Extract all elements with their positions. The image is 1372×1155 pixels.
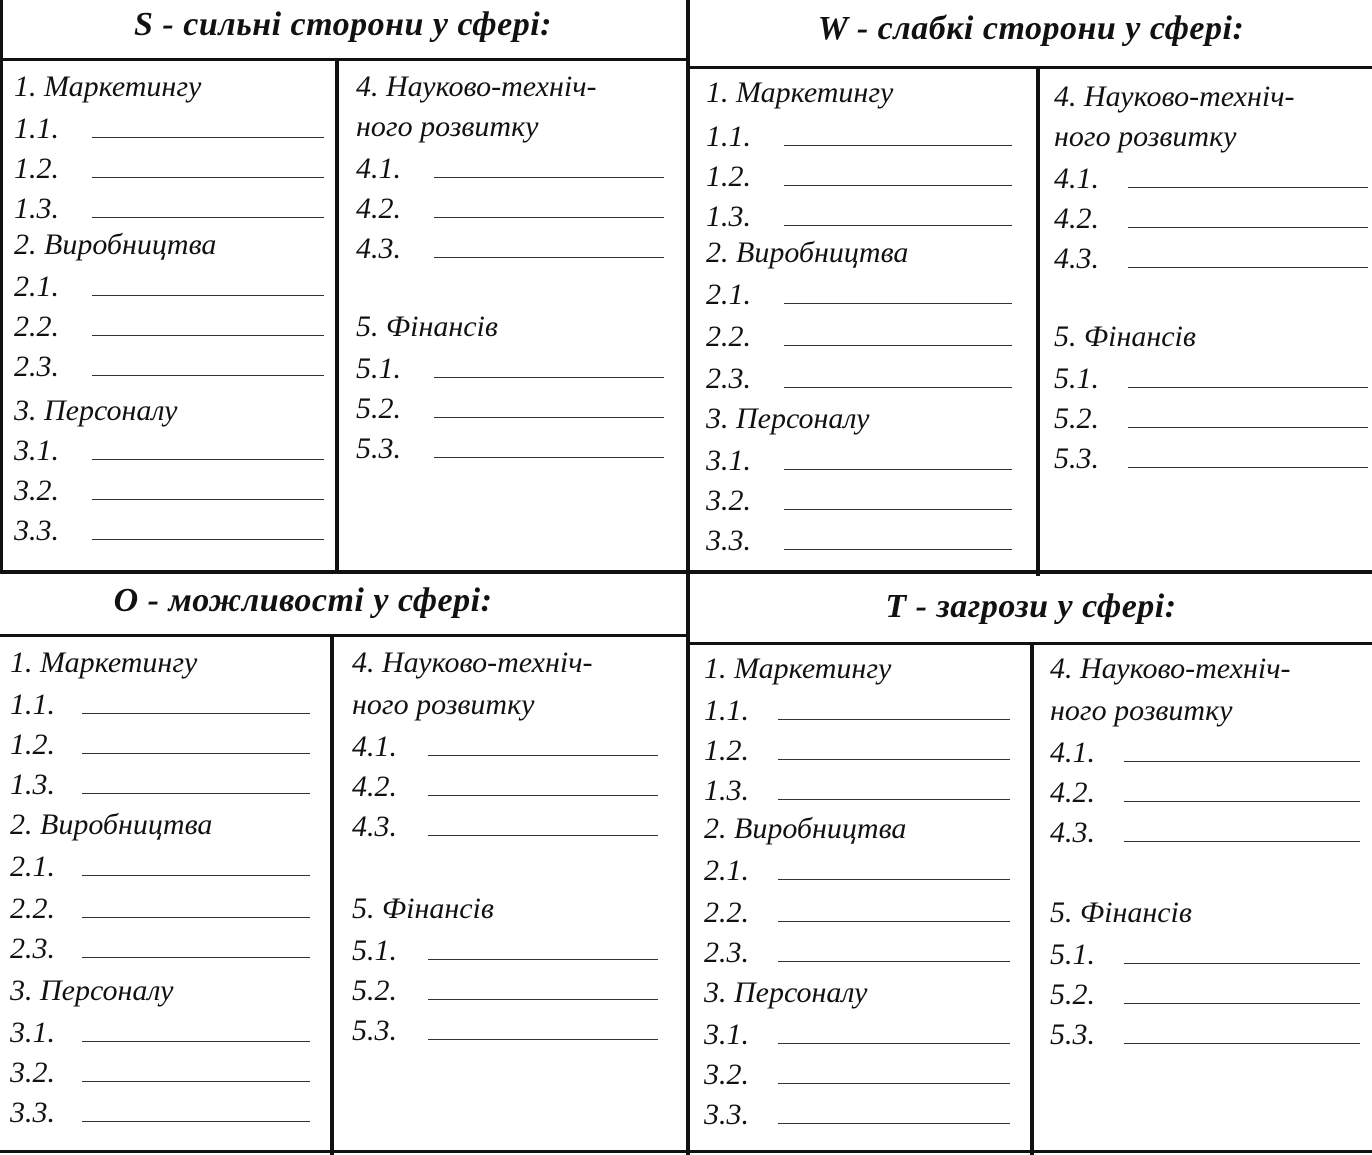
item-number: 2.2. <box>10 892 55 925</box>
list-item <box>706 272 1026 312</box>
list-item <box>14 186 334 226</box>
item-number: 3.2. <box>704 1058 749 1091</box>
item-number: 5.3. <box>352 1014 397 1047</box>
list-item <box>706 478 1026 518</box>
list-item <box>10 722 330 762</box>
quadrant-title: W - слабкі сторони у сфері: <box>817 10 1245 47</box>
item-number: 2.2. <box>14 310 59 343</box>
list-item <box>14 344 334 384</box>
section-title: 5. Фінансів <box>1050 896 1192 929</box>
list-item <box>704 1092 1024 1132</box>
fill-line[interactable] <box>778 1123 1010 1124</box>
section-title: 2. Виробництва <box>704 812 907 845</box>
item-number: 5.1. <box>1054 362 1099 395</box>
item-number: 4.3. <box>356 232 401 265</box>
list-item <box>1054 236 1372 276</box>
item-number: 5.1. <box>352 934 397 967</box>
list-item <box>352 724 672 764</box>
column-left <box>10 646 330 1155</box>
list-item <box>10 886 330 926</box>
column-left <box>706 76 1026 570</box>
item-number: 5.1. <box>356 352 401 385</box>
section-title: 3. Персоналу <box>706 402 870 435</box>
list-item <box>704 768 1024 808</box>
list-item <box>352 804 672 844</box>
divider-col-w <box>1036 68 1040 576</box>
fill-line[interactable] <box>82 1081 310 1082</box>
list-item <box>356 426 672 466</box>
fill-line[interactable] <box>82 793 310 794</box>
section-title: 2. Виробництва <box>10 808 213 841</box>
list-item <box>14 428 334 468</box>
item-number: 2.2. <box>704 896 749 929</box>
item-number: 4.2. <box>1050 776 1095 809</box>
fill-line[interactable] <box>778 719 1010 720</box>
item-number: 1.1. <box>14 112 59 145</box>
divider-header-o <box>0 634 686 637</box>
fill-line[interactable] <box>92 335 324 336</box>
fill-line[interactable] <box>82 1041 310 1042</box>
fill-line[interactable] <box>1128 187 1368 188</box>
fill-line[interactable] <box>1124 841 1360 842</box>
fill-line[interactable] <box>784 549 1012 550</box>
item-number: 4.2. <box>1054 202 1099 235</box>
divider-col-t <box>1030 644 1034 1155</box>
list-item <box>704 930 1024 970</box>
list-item <box>356 346 672 386</box>
item-number: 4.3. <box>1054 242 1099 275</box>
fill-line[interactable] <box>82 875 310 876</box>
fill-line[interactable] <box>92 177 324 178</box>
item-number: 3.3. <box>14 514 59 547</box>
item-number: 5.3. <box>356 432 401 465</box>
list-item <box>14 508 334 548</box>
item-number: 3.1. <box>706 444 751 477</box>
fill-line[interactable] <box>778 799 1010 800</box>
item-number: 4.1. <box>352 730 397 763</box>
fill-line[interactable] <box>82 753 310 754</box>
list-item <box>14 146 334 186</box>
list-item <box>1050 810 1370 850</box>
fill-line[interactable] <box>1128 267 1368 268</box>
item-number: 1.1. <box>704 694 749 727</box>
fill-line[interactable] <box>434 377 664 378</box>
list-item <box>706 194 1026 234</box>
fill-line[interactable] <box>92 499 324 500</box>
item-number: 5.2. <box>352 974 397 1007</box>
list-item <box>14 264 334 304</box>
fill-line[interactable] <box>428 999 658 1000</box>
item-number: 3.1. <box>704 1018 749 1051</box>
section-title: 3. Персоналу <box>14 394 178 427</box>
quadrant-title: T - загрози у сфері: <box>885 588 1177 625</box>
fill-line[interactable] <box>778 961 1010 962</box>
item-number: 1.1. <box>10 688 55 721</box>
section-title: 5. Фінансів <box>352 892 494 925</box>
list-item <box>706 314 1026 354</box>
list-item <box>706 356 1026 396</box>
item-number: 1.2. <box>10 728 55 761</box>
item-number: 1.1. <box>706 120 751 153</box>
item-number: 2.3. <box>10 932 55 965</box>
fill-line[interactable] <box>92 217 324 218</box>
list-item <box>10 762 330 802</box>
list-item <box>356 386 672 426</box>
column-right <box>1050 652 1370 1155</box>
fill-line[interactable] <box>434 457 664 458</box>
list-item <box>1054 356 1372 396</box>
divider-center <box>686 0 690 1155</box>
fill-line[interactable] <box>1124 801 1360 802</box>
section-title: 4. Науково-техніч- <box>356 70 597 103</box>
item-number: 2.2. <box>706 320 751 353</box>
divider-col-s <box>335 60 339 572</box>
quadrant-s <box>0 0 686 570</box>
item-number: 5.3. <box>1050 1018 1095 1051</box>
list-item <box>356 186 672 226</box>
item-number: 2.1. <box>10 850 55 883</box>
fill-line[interactable] <box>784 345 1012 346</box>
section-title: 1. Маркетингу <box>706 76 894 109</box>
item-number: 3.2. <box>10 1056 55 1089</box>
section-title: 2. Виробництва <box>14 228 217 261</box>
item-number: 4.3. <box>1050 816 1095 849</box>
item-number: 5.2. <box>1050 978 1095 1011</box>
list-item <box>1050 770 1370 810</box>
fill-line[interactable] <box>92 137 324 138</box>
quadrant-w <box>690 0 1372 570</box>
fill-line[interactable] <box>784 509 1012 510</box>
fill-line[interactable] <box>784 225 1012 226</box>
fill-line[interactable] <box>784 469 1012 470</box>
item-number: 2.1. <box>14 270 59 303</box>
item-number: 2.3. <box>704 936 749 969</box>
item-number: 2.1. <box>704 854 749 887</box>
fill-line[interactable] <box>428 1039 658 1040</box>
fill-line[interactable] <box>92 539 324 540</box>
list-item <box>704 848 1024 888</box>
list-item <box>704 1052 1024 1092</box>
section-title-continued: ного розвитку <box>356 110 539 143</box>
list-item <box>1054 156 1372 196</box>
fill-line[interactable] <box>82 713 310 714</box>
item-number: 3.2. <box>706 484 751 517</box>
list-item <box>356 226 672 266</box>
column-right <box>356 70 672 570</box>
item-number: 4.3. <box>352 810 397 843</box>
quadrant-title: S - сильні сторони у сфері: <box>134 6 552 43</box>
fill-line[interactable] <box>428 835 658 836</box>
fill-line[interactable] <box>784 387 1012 388</box>
list-item <box>10 926 330 966</box>
item-number: 2.3. <box>14 350 59 383</box>
list-item <box>706 438 1026 478</box>
list-item <box>352 928 672 968</box>
section-title: 4. Науково-техніч- <box>1050 652 1291 685</box>
item-number: 2.3. <box>706 362 751 395</box>
list-item <box>10 1090 330 1130</box>
item-number: 2.1. <box>706 278 751 311</box>
list-item <box>706 114 1026 154</box>
fill-line[interactable] <box>1124 761 1360 762</box>
item-number: 4.2. <box>356 192 401 225</box>
fill-line[interactable] <box>434 257 664 258</box>
list-item <box>10 1010 330 1050</box>
item-number: 4.2. <box>352 770 397 803</box>
list-item <box>706 154 1026 194</box>
fill-line[interactable] <box>778 879 1010 880</box>
item-number: 5.2. <box>1054 402 1099 435</box>
item-number: 1.2. <box>14 152 59 185</box>
list-item <box>1050 1012 1370 1052</box>
fill-line[interactable] <box>784 303 1012 304</box>
list-item <box>1054 196 1372 236</box>
section-title: 1. Маркетингу <box>10 646 198 679</box>
item-number: 4.1. <box>1050 736 1095 769</box>
column-right <box>1054 80 1372 570</box>
column-left <box>704 652 1024 1155</box>
divider-header-w <box>690 66 1372 69</box>
item-number: 3.1. <box>14 434 59 467</box>
list-item <box>10 1050 330 1090</box>
fill-line[interactable] <box>92 459 324 460</box>
item-number: 1.3. <box>10 768 55 801</box>
quadrant-o <box>0 576 686 1155</box>
fill-line[interactable] <box>82 917 310 918</box>
list-item <box>704 728 1024 768</box>
list-item <box>1054 436 1372 476</box>
item-number: 1.3. <box>14 192 59 225</box>
item-number: 5.1. <box>1050 938 1095 971</box>
section-title: 1. Маркетингу <box>704 652 892 685</box>
list-item <box>14 304 334 344</box>
item-number: 1.3. <box>706 200 751 233</box>
item-number: 3.3. <box>10 1096 55 1129</box>
list-item <box>1054 396 1372 436</box>
item-number: 5.2. <box>356 392 401 425</box>
list-item <box>704 688 1024 728</box>
fill-line[interactable] <box>1124 1043 1360 1044</box>
section-title: 3. Персоналу <box>704 976 868 1009</box>
list-item <box>10 844 330 884</box>
fill-line[interactable] <box>1128 387 1368 388</box>
section-title-continued: ного розвитку <box>1054 120 1237 153</box>
fill-line[interactable] <box>92 295 324 296</box>
fill-line[interactable] <box>82 957 310 958</box>
section-title: 1. Маркетингу <box>14 70 202 103</box>
item-number: 1.2. <box>706 160 751 193</box>
list-item <box>352 968 672 1008</box>
fill-line[interactable] <box>434 177 664 178</box>
column-right <box>352 646 672 1155</box>
fill-line[interactable] <box>82 1121 310 1122</box>
column-left <box>14 70 334 570</box>
list-item <box>706 518 1026 558</box>
fill-line[interactable] <box>1128 467 1368 468</box>
section-title: 4. Науково-техніч- <box>352 646 593 679</box>
divider-left-edge <box>0 0 3 570</box>
item-number: 5.3. <box>1054 442 1099 475</box>
list-item <box>356 146 672 186</box>
list-item <box>1050 972 1370 1012</box>
fill-line[interactable] <box>784 185 1012 186</box>
fill-line[interactable] <box>92 375 324 376</box>
list-item <box>704 890 1024 930</box>
fill-line[interactable] <box>784 145 1012 146</box>
fill-line[interactable] <box>1128 427 1368 428</box>
fill-line[interactable] <box>428 959 658 960</box>
item-number: 3.3. <box>704 1098 749 1131</box>
section-title: 3. Персоналу <box>10 974 174 1007</box>
fill-line[interactable] <box>428 755 658 756</box>
item-number: 4.1. <box>356 152 401 185</box>
fill-line[interactable] <box>778 1043 1010 1044</box>
item-number: 3.3. <box>706 524 751 557</box>
divider-header-s <box>0 58 686 61</box>
list-item <box>1050 932 1370 972</box>
item-number: 3.2. <box>14 474 59 507</box>
list-item <box>352 764 672 804</box>
fill-line[interactable] <box>434 217 664 218</box>
section-title: 2. Виробництва <box>706 236 909 269</box>
fill-line[interactable] <box>1124 963 1360 964</box>
quadrant-title: O - можливості у сфері: <box>113 582 493 619</box>
section-title: 5. Фінансів <box>1054 320 1196 353</box>
list-item <box>14 468 334 508</box>
list-item <box>704 1012 1024 1052</box>
divider-col-o <box>330 636 334 1155</box>
fill-line[interactable] <box>778 759 1010 760</box>
fill-line[interactable] <box>778 921 1010 922</box>
fill-line[interactable] <box>1128 227 1368 228</box>
fill-line[interactable] <box>778 1083 1010 1084</box>
fill-line[interactable] <box>428 795 658 796</box>
section-title: 5. Фінансів <box>356 310 498 343</box>
item-number: 4.1. <box>1054 162 1099 195</box>
divider-bottom <box>0 1150 1372 1153</box>
item-number: 1.2. <box>704 734 749 767</box>
fill-line[interactable] <box>434 417 664 418</box>
list-item <box>352 1008 672 1048</box>
section-title-continued: ного розвитку <box>352 688 535 721</box>
list-item <box>1050 730 1370 770</box>
section-title: 4. Науково-техніч- <box>1054 80 1295 113</box>
list-item <box>14 106 334 146</box>
section-title-continued: ного розвитку <box>1050 694 1233 727</box>
fill-line[interactable] <box>1124 1003 1360 1004</box>
list-item <box>10 682 330 722</box>
divider-middle <box>0 570 1372 574</box>
item-number: 1.3. <box>704 774 749 807</box>
item-number: 3.1. <box>10 1016 55 1049</box>
